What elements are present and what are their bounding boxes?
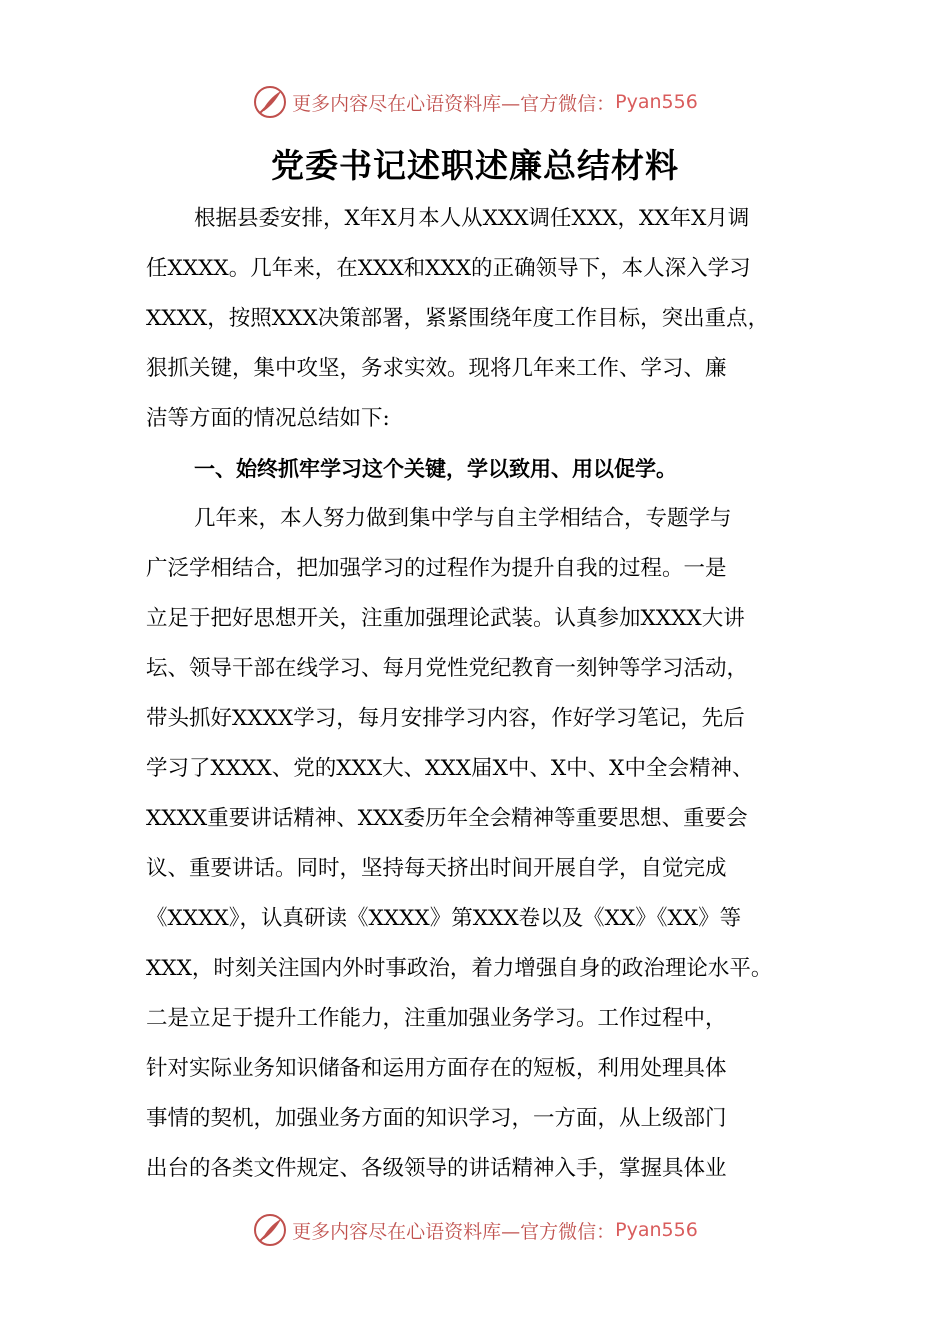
body-line: 任XXXX。几年来，在XXX和XXX的正确领导下，本人深入学习: [146, 256, 751, 281]
body-line: 几年来，本人努力做到集中学与自主学相结合，专题学与: [194, 506, 732, 531]
document-title: 党委书记述职述廉总结材料: [271, 146, 679, 185]
body-line: 洁等方面的情况总结如下:: [146, 406, 390, 431]
watermark-text: 更多内容尽在心语资料库—官方微信：: [292, 1220, 616, 1243]
body-line: 议、重要讲话。同时，坚持每天挤出时间开展自学，自觉完成: [146, 856, 727, 881]
body-line: 广泛学相结合，把加强学习的过程作为提升自我的过程。一是: [146, 556, 727, 581]
watermark-header: [0, 82, 950, 122]
body-line: 根据县委安排，X年X月本人从XXX调任XXX，XX年X月调: [194, 206, 750, 231]
body-line: XXX，时刻关注国内外时事政治，着力增强自身的政治理论水平。: [146, 956, 773, 981]
body-line: XXXX，按照XXX决策部署，紧紧围绕年度工作目标，突出重点，: [146, 306, 770, 331]
quill-pen-logo-icon: [252, 1212, 288, 1248]
watermark-handle: Pyan556: [615, 91, 698, 113]
body-line: XXXX重要讲话精神、XXX委历年全会精神等重要思想、重要会: [146, 806, 748, 831]
body-line: 《XXXX》，认真研读《XXXX》第XXX卷以及《XX》《XX》等: [146, 906, 742, 931]
body-line: 狠抓关键，集中攻坚，务求实效。现将几年来工作、学习、廉: [146, 356, 727, 381]
body-line: 学习了XXXX、党的XXX大、XXX届X中、X中、X中全会精神、: [146, 756, 754, 781]
body-line: 二是立足于提升工作能力，注重加强业务学习。工作过程中，: [146, 1006, 727, 1031]
watermark-handle: Pyan556: [615, 1219, 698, 1241]
watermark-footer: [0, 1210, 950, 1250]
body-line: 事情的契机，加强业务方面的知识学习，一方面，从上级部门: [146, 1106, 727, 1131]
body-line: 带头抓好XXXX学习，每月安排学习内容，作好学习笔记，先后: [146, 706, 745, 731]
body-line: 立足于把好思想开关，注重加强理论武装。认真参加XXXX大讲: [146, 606, 745, 631]
body-line: 坛、领导干部在线学习、每月党性党纪教育一刻钟等学习活动，: [146, 656, 749, 681]
section-heading: 一、始终抓牢学习这个关键，学以致用、用以促学。: [194, 457, 677, 481]
body-line: 出台的各类文件规定、各级领导的讲话精神入手，掌握具体业: [146, 1156, 727, 1181]
quill-pen-logo-icon: [252, 84, 288, 120]
body-line: 针对实际业务知识储备和运用方面存在的短板，利用处理具体: [146, 1056, 727, 1081]
watermark-text: 更多内容尽在心语资料库—官方微信：: [292, 92, 616, 115]
